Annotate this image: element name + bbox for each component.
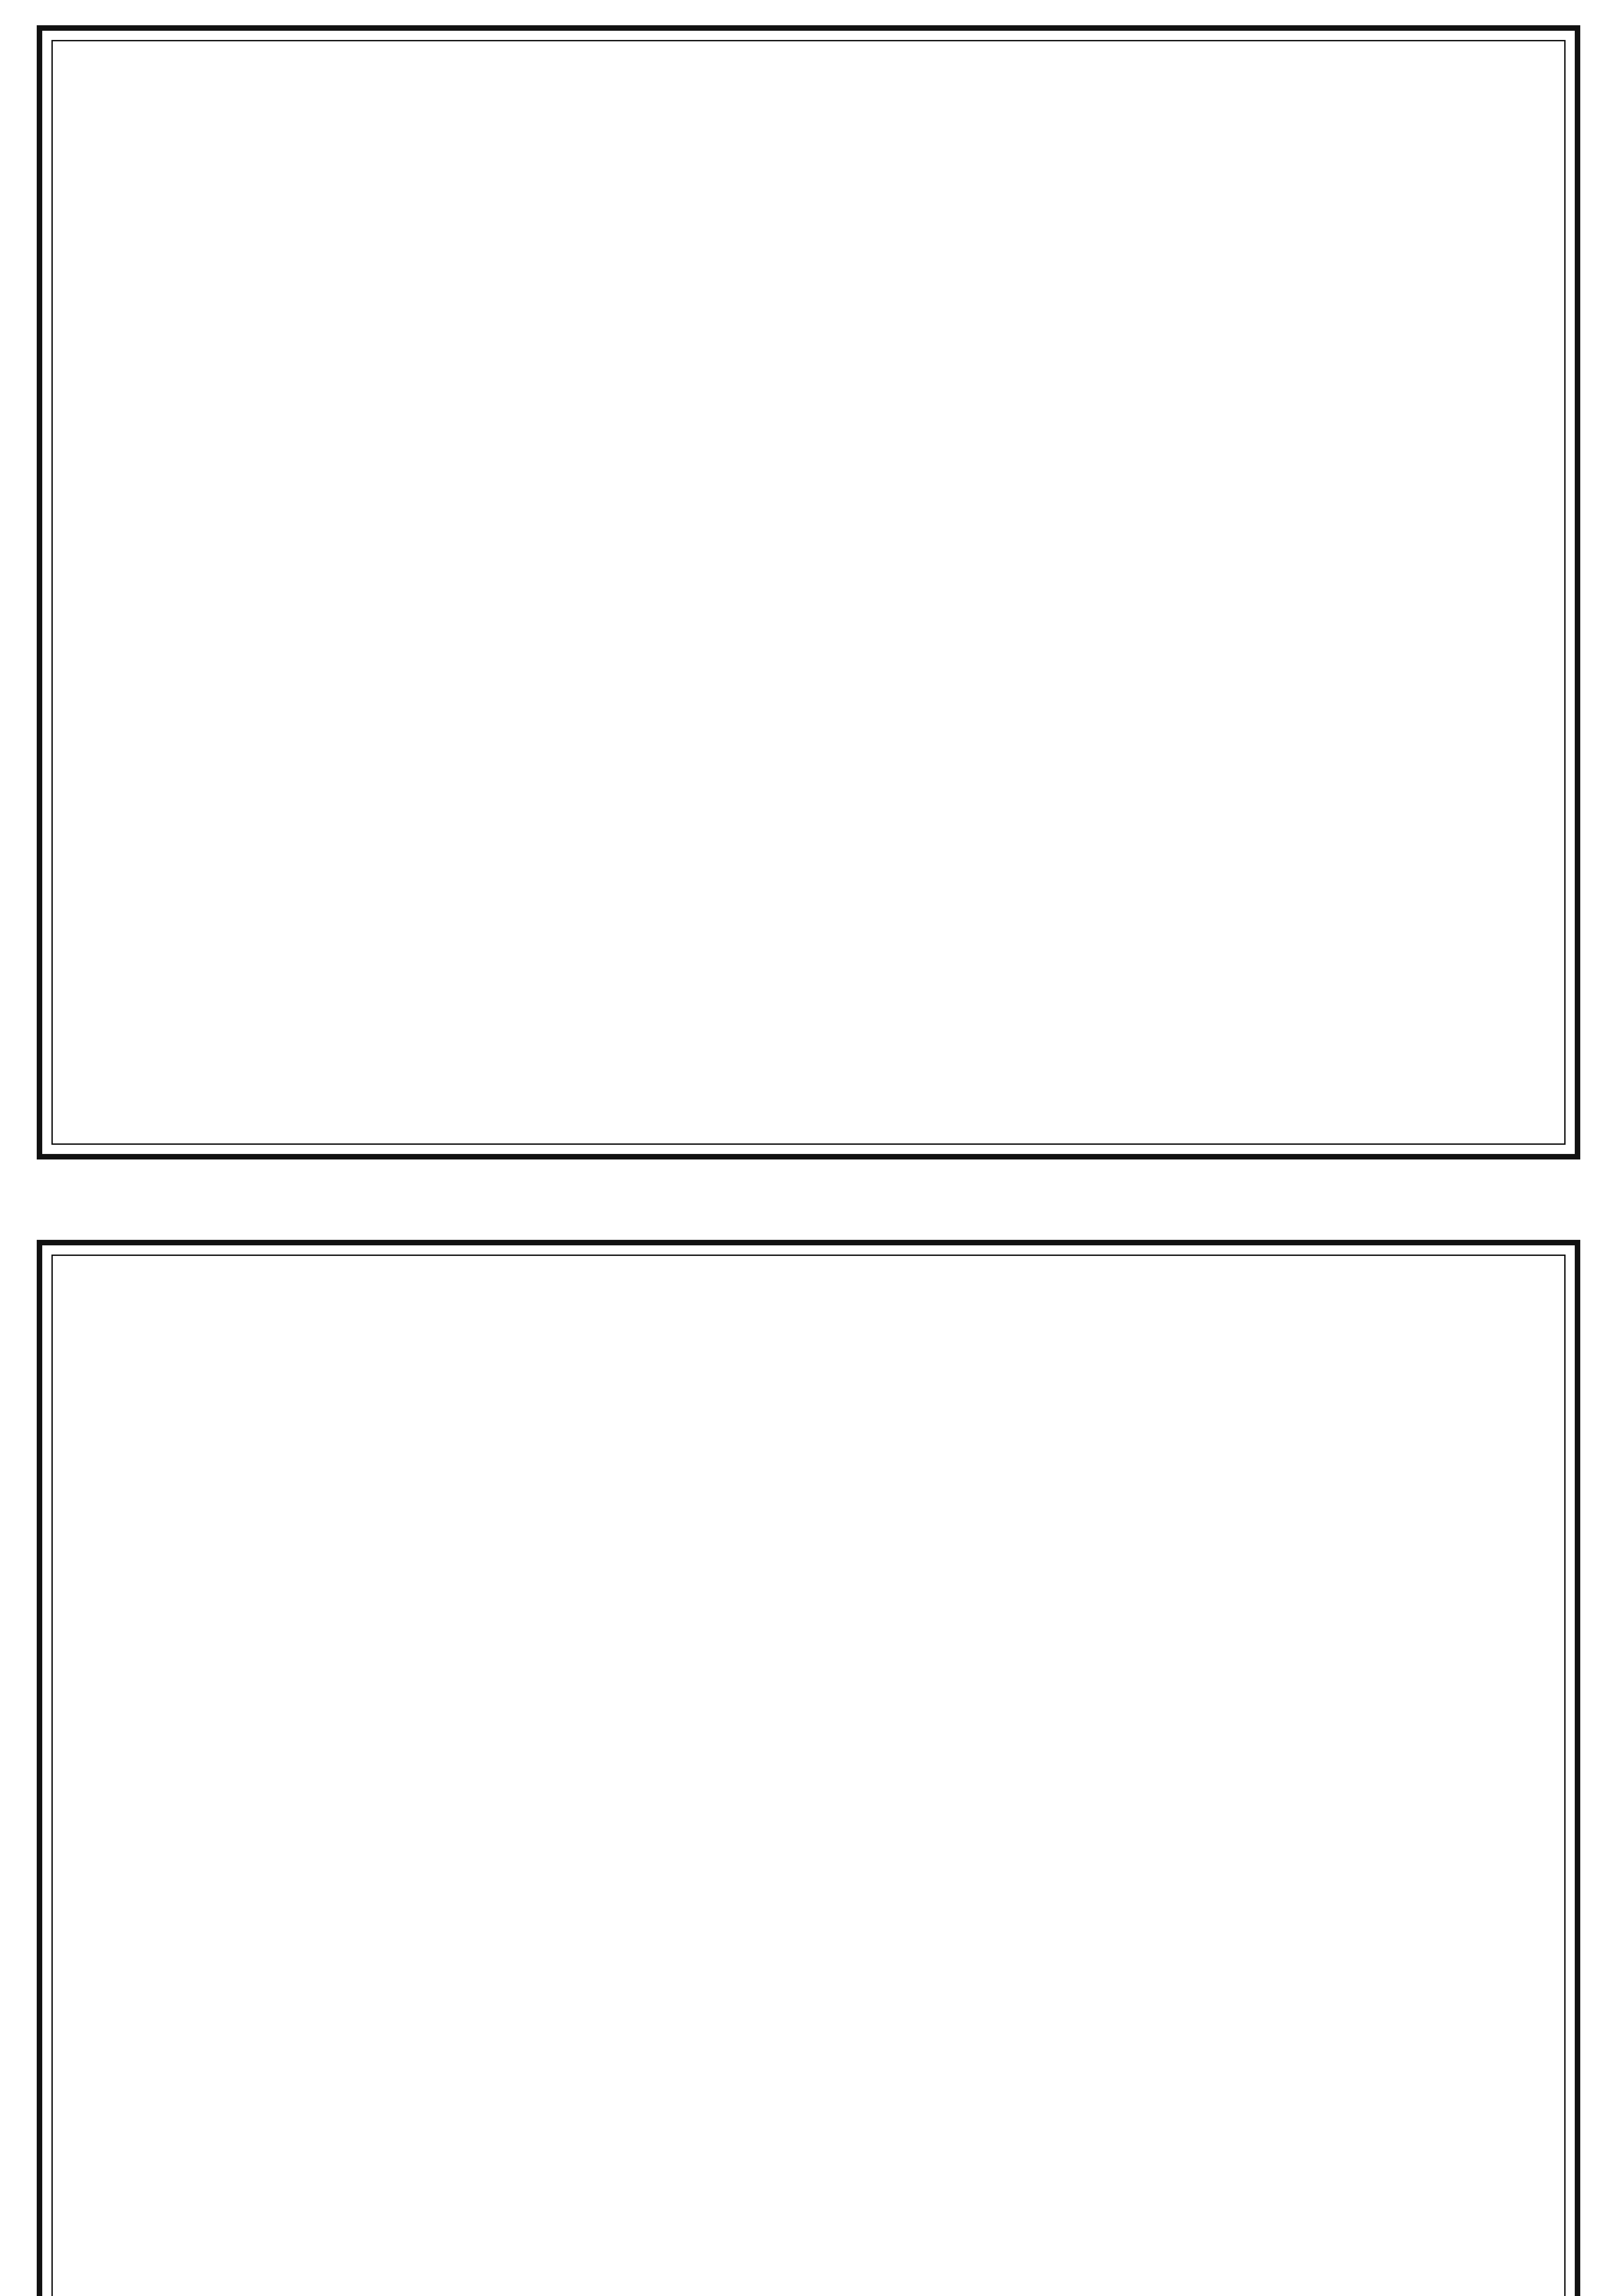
bottom-page xyxy=(37,1240,1580,2296)
top-page-frame xyxy=(51,40,1566,1145)
top-page-columns xyxy=(53,41,1564,1143)
bottom-page-columns xyxy=(53,1256,1564,2296)
top-page xyxy=(37,25,1580,1159)
bottom-page-frame xyxy=(51,1255,1566,2296)
